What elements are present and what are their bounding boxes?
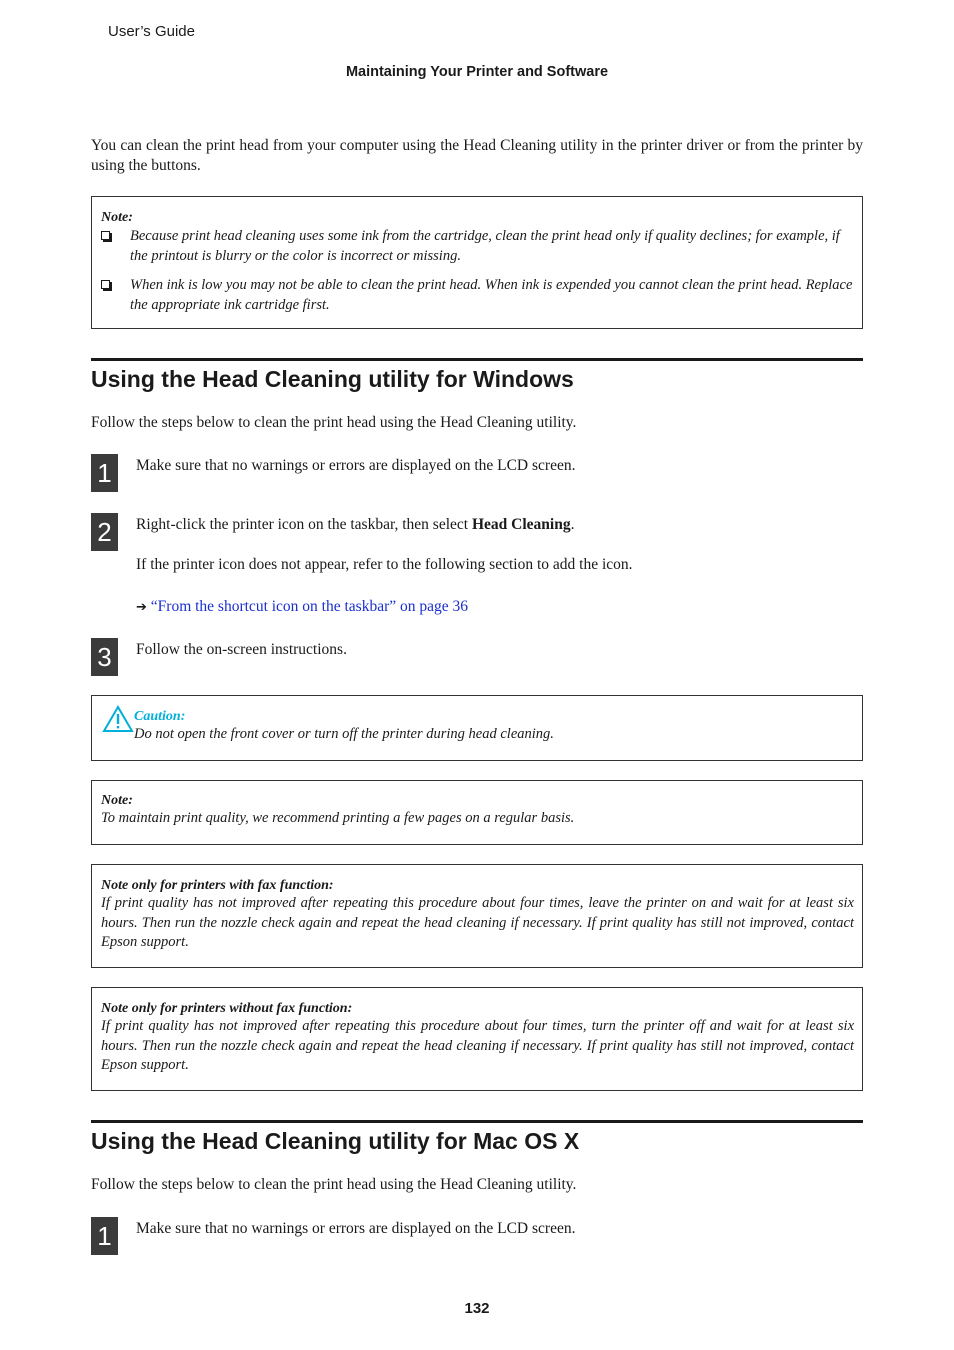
note-label: Note: bbox=[101, 210, 133, 225]
warning-triangle-icon bbox=[102, 705, 134, 733]
caution-label: Caution: bbox=[134, 709, 186, 724]
note-label: Note only for printers without fax function: bbox=[101, 1001, 353, 1016]
note-box-fax bbox=[91, 864, 863, 968]
right-arrow-icon: ➔ bbox=[136, 600, 147, 615]
cross-reference-link[interactable]: “From the shortcut icon on the taskbar” on page 36 bbox=[150, 598, 469, 615]
caution-text: Do not open the front cover or turn off the printer during head cleaning. bbox=[134, 726, 554, 742]
section-heading-mac bbox=[91, 1120, 863, 1155]
note-text: To maintain print quality, we recommend printing a few pages on a regular basis. bbox=[101, 810, 575, 826]
step-text: Make sure that no warnings or errors are displayed on the LCD screen. bbox=[136, 457, 576, 474]
step-number-badge: 3 bbox=[91, 638, 118, 676]
note-box bbox=[91, 196, 863, 329]
note-item: Because print head cleaning uses some ink from the cartridge, clean the print head only if quality declines; for example, if the printout is blurry or the color is incorrect or missing. bbox=[101, 227, 854, 266]
step-text: Make sure that no warnings or errors are displayed on the LCD screen. bbox=[136, 1220, 576, 1237]
caution-box bbox=[91, 695, 863, 761]
note-text: If print quality has not improved after repeating this procedure about four times, turn the printer off and wait for at least six hours. Then run the nozzle check again and repeat the head cleaning if necessary. If print quality has still not improved, contact Epson support. bbox=[101, 1018, 854, 1073]
step-text: Right-click the printer icon on the taskbar, then select Head Cleaning. bbox=[136, 516, 575, 533]
step-number-badge: 1 bbox=[91, 1217, 118, 1255]
step-number-badge: 2 bbox=[91, 513, 118, 551]
checkbox-bullet-icon bbox=[101, 280, 110, 289]
note-item: When ink is low you may not be able to clean the print head. When ink is expended you cannot clean the print head. Replace the appropriate ink cartridge first. bbox=[101, 276, 854, 315]
note-box-nofax bbox=[91, 987, 863, 1091]
step-number-badge: 1 bbox=[91, 454, 118, 492]
windows-intro: Follow the steps below to clean the print head using the Head Cleaning utility. bbox=[91, 414, 577, 431]
cross-reference bbox=[136, 597, 468, 618]
note-label: Note: bbox=[101, 793, 133, 808]
mac-intro: Follow the steps below to clean the print head using the Head Cleaning utility. bbox=[91, 1176, 577, 1193]
page-number: 132 bbox=[464, 1300, 490, 1317]
checkbox-bullet-icon bbox=[101, 231, 110, 240]
step-subtext: If the printer icon does not appear, refer to the following section to add the icon. bbox=[136, 556, 633, 573]
intro-paragraph: You can clean the print head from your computer using the Head Cleaning utility in the printer driver or from the printer by using the buttons. bbox=[91, 137, 863, 174]
heading-text: Using the Head Cleaning utility for Windows bbox=[91, 366, 574, 392]
running-section-title: Maintaining Your Printer and Software bbox=[345, 64, 609, 80]
section-heading-windows bbox=[91, 358, 863, 393]
note-text: If print quality has not improved after repeating this procedure about four times, leave the printer on and wait for at least six hours. Then run the nozzle check again and repeat the head cleaning if necessary. If print quality has still not improved, contact Epson support. bbox=[101, 895, 854, 950]
guide-title: User’s Guide bbox=[108, 23, 195, 40]
step-text: Follow the on-screen instructions. bbox=[136, 641, 347, 658]
heading-text: Using the Head Cleaning utility for Mac OS X bbox=[91, 1128, 580, 1154]
note-label: Note only for printers with fax function: bbox=[101, 878, 334, 893]
note-box bbox=[91, 780, 863, 845]
